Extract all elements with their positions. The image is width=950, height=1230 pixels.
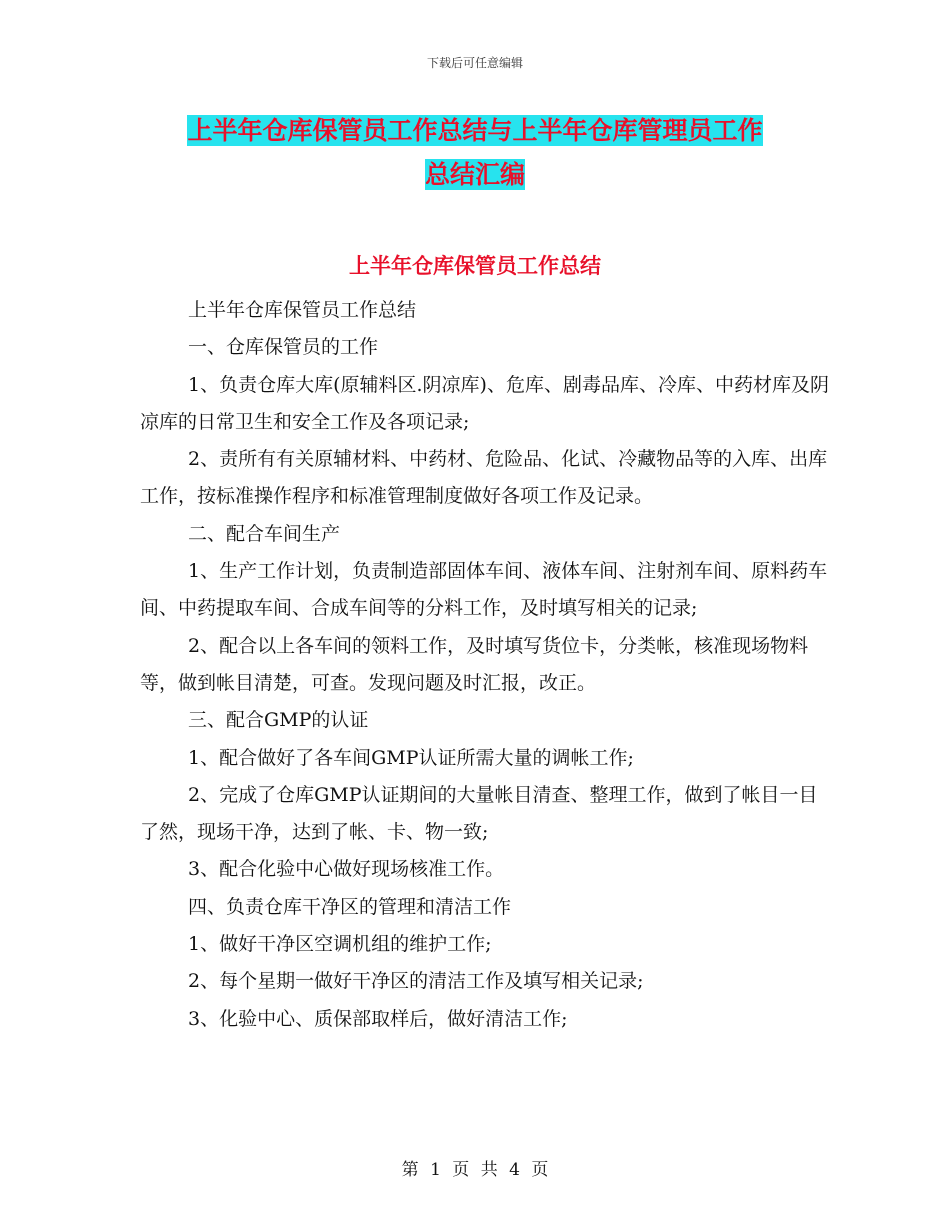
- document-title-line-1: [0, 112, 950, 150]
- section-heading: 上半年仓库保管员工作总结: [349, 254, 601, 278]
- paragraph: 1、配合做好了各车间GMP认证所需大量的调帐工作;: [188, 746, 634, 769]
- paragraph: 2、责所有有关原辅材料、中药材、危险品、化试、冷藏物品等的入库、出库工作，按标准操作程序和标准管理制度做好各项工作及记录。: [140, 448, 828, 508]
- paragraph: 二、配合车间生产: [188, 522, 341, 545]
- paragraph: 2、配合以上各车间的领料工作，及时填写货位卡，分类帐，核准现场物料等，做到帐目清楚，可查。发现问题及时汇报，改正。: [140, 634, 809, 694]
- document-body: [140, 292, 830, 1038]
- paragraph: 1、做好干净区空调机组的维护工作;: [188, 933, 492, 956]
- paragraph: 1、负责仓库大库(原辅料区.阴凉库)、危库、剧毒品库、冷库、中药材库及阴凉库的日常卫生和安全工作及各项记录;: [140, 373, 829, 433]
- paragraph: 2、每个星期一做好干净区的清洁工作及填写相关记录;: [188, 970, 644, 993]
- paragraph: 1、生产工作计划，负责制造部固体车间、液体车间、注射剂车间、原料药车间、中药提取车间、合成车间等的分料工作，及时填写相关的记录;: [140, 560, 828, 620]
- document-title-line-2: [0, 156, 950, 194]
- paragraph: 2、完成了仓库GMP认证期间的大量帐目清查、整理工作，做到了帐目一目了然，现场干净，达到了帐、卡、物一致;: [140, 783, 818, 844]
- paragraph: 三、配合GMP的认证: [188, 709, 369, 732]
- paragraph: 上半年仓库保管员工作总结: [188, 299, 417, 321]
- paragraph: 3、化验中心、质保部取样后，做好清洁工作;: [188, 1007, 568, 1030]
- paragraph: 3、配合化验中心做好现场核准工作。: [188, 858, 505, 881]
- page-number-footer: 第 1 页 共 4 页: [401, 1160, 549, 1180]
- document-title-text-2: 总结汇编: [424, 160, 525, 189]
- document-title-text-1: 上半年仓库保管员工作总结与上半年仓库管理员工作: [187, 116, 763, 145]
- paragraph: 一、仓库保管员的工作: [188, 336, 379, 359]
- paragraph: 四、负责仓库干净区的管理和清洁工作: [188, 895, 512, 918]
- header-note: 下载后可任意编辑: [426, 56, 523, 70]
